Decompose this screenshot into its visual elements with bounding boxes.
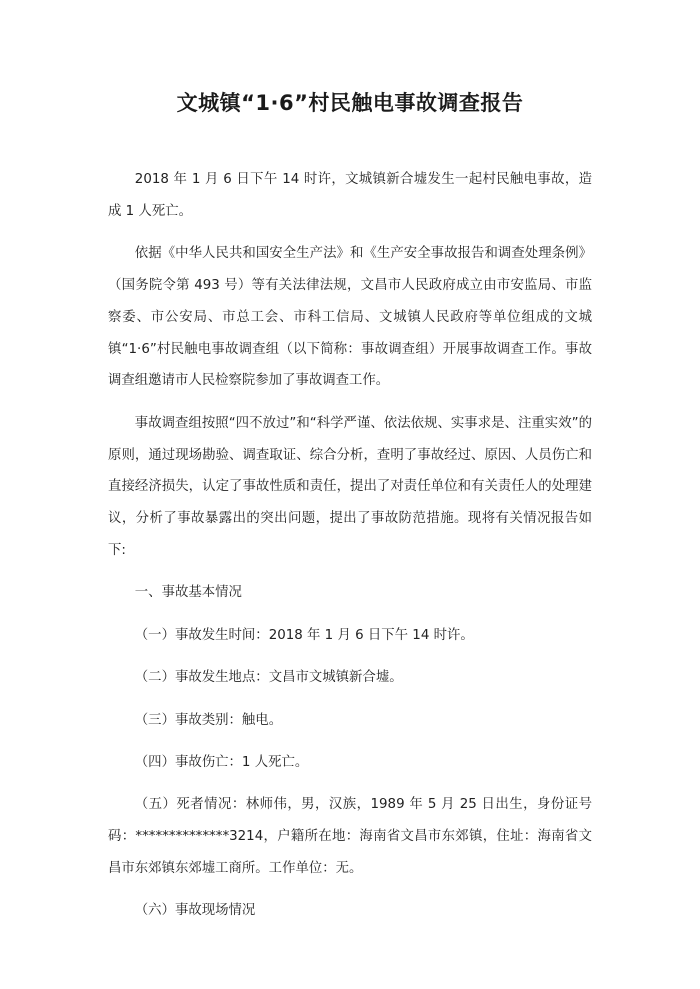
item-accident-location: （二）事故发生地点：文昌市文城镇新合墟。	[134, 670, 403, 686]
item-scene-heading: （六）事故现场情况	[134, 903, 256, 919]
item-deceased-info: （五）死者情况：林师伟，男，汉族，1989 年 5 月 25 日出生，身份证号码：**************3214，户籍所在地：海南省文昌市东郊镇，住址：海南省文昌市东郊镇东郊墟工商所。工作单位：无。	[108, 797, 592, 876]
item-casualties: （四）事故伤亡：1 人死亡。	[134, 754, 309, 770]
paragraph-principles: 事故调查组按照“四不放过”和“科学严谨、依法依规、实事求是、注重实效”的原则，通过现场勘验、调查取证、综合分析，查明了事故经过、原因、人员伤亡和直接经济损失，认定了事故性质和责任，提出了对责任单位和有关责任人的处理建议，分析了事故暴露出的突出问题，提出了事故防范措施。现将有关情况报告如下:	[108, 415, 592, 558]
item-accident-time: （一）事故发生时间：2018 年 1 月 6 日下午 14 时许。	[134, 627, 474, 643]
item-accident-type: （三）事故类别：触电。	[134, 712, 283, 728]
document-title: 文城镇“1·6”村民触电事故调查报告	[176, 91, 524, 115]
paragraph-legal-basis: 依据《中华人民共和国安全生产法》和《生产安全事故报告和调查处理条例》（国务院令第 493 号）等有关法律法规，文昌市人民政府成立由市安监局、市监察委、市公安局、市总工会、市科工信局、文城镇人民政府等单位组成的文城镇“1·6”村民触电事故调查组（以下简称：事故调查组）开展事故调查工作。事故调查组邀请市人民检察院参加了事故调查工作。	[108, 246, 592, 389]
paragraph-intro: 2018 年 1 月 6 日下午 14 时许，文城镇新合墟发生一起村民触电事故，造成 1 人死亡。	[108, 172, 592, 219]
section-heading-basic-info: 一、事故基本情况	[134, 585, 242, 601]
document-body	[108, 164, 592, 938]
